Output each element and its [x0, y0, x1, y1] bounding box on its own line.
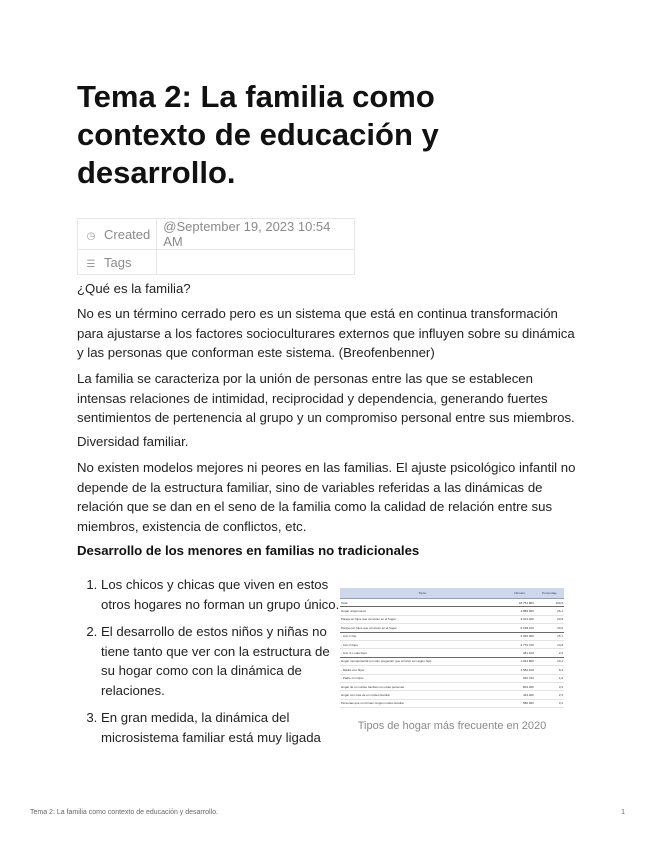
table-header: Tipos [340, 588, 505, 599]
table-header: Número [505, 588, 535, 599]
table-cell: 2.946.300 [505, 632, 535, 640]
numbered-list [77, 575, 346, 755]
table-row [340, 640, 564, 648]
property-created [78, 219, 355, 250]
table-cell: 1,9 [535, 674, 564, 682]
table-row [340, 607, 564, 615]
table-cell: - Con 1 hijo [340, 632, 505, 640]
table-cell: 1.944.800 [505, 657, 535, 665]
table-cell: Pareja sin hijos que convivan en el hogar [340, 615, 505, 623]
table-cell: 803.300 [505, 682, 535, 690]
table-cell: 481.100 [505, 649, 535, 657]
table-cell: 4,3 [535, 682, 564, 690]
table-cell: - Con 3 o más hijos [340, 649, 505, 657]
household-types-figure [340, 588, 564, 708]
table-row [340, 624, 564, 632]
property-value[interactable]: @September 19, 2023 10:54 AM [157, 219, 355, 250]
table-cell: 580.900 [505, 699, 535, 707]
table-cell: Total [340, 599, 505, 607]
table-cell: Pareja con hijos que convivan en el hogar [340, 624, 505, 632]
table-row [340, 666, 564, 674]
table-row [340, 649, 564, 657]
figure-caption: Tipos de hogar más frecuente en 2020 [357, 720, 547, 732]
table-cell: 26,1 [535, 607, 564, 615]
table-cell: Hogar con más de un núcleo familiar [340, 691, 505, 699]
table-cell: 15,7 [535, 632, 564, 640]
table-cell: 8,4 [535, 666, 564, 674]
table-cell: 6.198.100 [505, 624, 535, 632]
table-row [340, 657, 564, 665]
household-types-table [340, 588, 564, 708]
table-cell: 2,3 [535, 691, 564, 699]
table-row [340, 674, 564, 682]
subheading: Desarrollo de los menores en familias no tradicionales [77, 543, 420, 558]
table-cell: 33,0 [535, 624, 564, 632]
table-row [340, 682, 564, 690]
table-cell: 2.770.700 [505, 640, 535, 648]
table-cell: Personas que no forman ningún núcleo familiar [340, 699, 505, 707]
table-cell: 10,4 [535, 657, 564, 665]
table-cell: 3,1 [535, 699, 564, 707]
paragraph: Diversidad familiar. [77, 434, 189, 449]
table-cell: Hogar de un núcleo familiar con otras personas [340, 682, 505, 690]
paragraph: ¿Qué es la familia? [77, 281, 191, 296]
table-row [340, 615, 564, 623]
page-title: Tema 2: La familia como contexto de educación y desarrollo. [77, 79, 439, 190]
table-cell: - Madre con hijos [340, 666, 505, 674]
table-cell: 100,0 [535, 599, 564, 607]
table-cell: 20,9 [535, 615, 564, 623]
table-cell: 18.754.800 [505, 599, 535, 607]
table-row [340, 599, 564, 607]
list-item: 3. En gran medida, la dinámica del microsistema familiar está muy ligada [101, 708, 346, 747]
paragraph: No existen modelos mejores ni peores en las familias. El ajuste psicológico infantil no depende de la estructura familiar, sino de variables referidas a las dinámicas de relación que se dan en el seno de la familia como la calidad de relación entre sus miembros, existencia de conflictos, etc. [77, 460, 576, 534]
table-row [340, 699, 564, 707]
table-row [340, 691, 564, 699]
page-number: 1 [621, 809, 625, 816]
table-cell: 3.913.400 [505, 615, 535, 623]
table-cell: Hogar monoparental (un solo progenitor que convive con algún hijo) [340, 657, 505, 665]
table-cell: Hogar unipersonal [340, 607, 505, 615]
table-cell: 14,8 [535, 640, 564, 648]
paragraph: No es un término cerrado pero es un sistema que está en continua transformación para ajustarse a los factores socioculturares externos que influyen sobre su dinámica y las personas que conforman este sistema. (Breofenbenner) [77, 306, 575, 360]
table-cell: - Padre con hijos [340, 674, 505, 682]
clock-icon: ◷ [86, 230, 96, 242]
table-row [340, 632, 564, 640]
table-cell: 1.582.100 [505, 666, 535, 674]
property-label: Tags [104, 254, 132, 270]
list-icon: ☰ [86, 258, 96, 270]
property-tags [78, 250, 355, 275]
table-cell: 424.400 [505, 691, 535, 699]
table-header: Porcentaje [535, 588, 564, 599]
properties-table [77, 218, 355, 275]
list-item: 1. Los chicos y chicas que viven en estos otros hogares no forman un grupo único. [101, 575, 346, 614]
paragraph: La familia se caracteriza por la unión de personas entre las que se establecen intensas relaciones de intimidad, reciprocidad y dependencia, generando fuertes sentimientos de pertenencia al grupo y un compromiso personal entre sus miembros. [77, 371, 575, 425]
property-label: Created [104, 226, 151, 242]
property-value[interactable] [157, 250, 355, 275]
page-footer: Tema 2: La familia como contexto de educación y desarrollo. [30, 809, 218, 816]
table-cell: - Con 2 hijos [340, 640, 505, 648]
table-cell: 362.700 [505, 674, 535, 682]
list-item: 2. El desarrollo de estos niños y niñas no tiene tanto que ver con la estructura de su hogar como con la dinámica de relaciones. [101, 622, 346, 700]
table-cell: 4.889.900 [505, 607, 535, 615]
table-cell: 2,6 [535, 649, 564, 657]
